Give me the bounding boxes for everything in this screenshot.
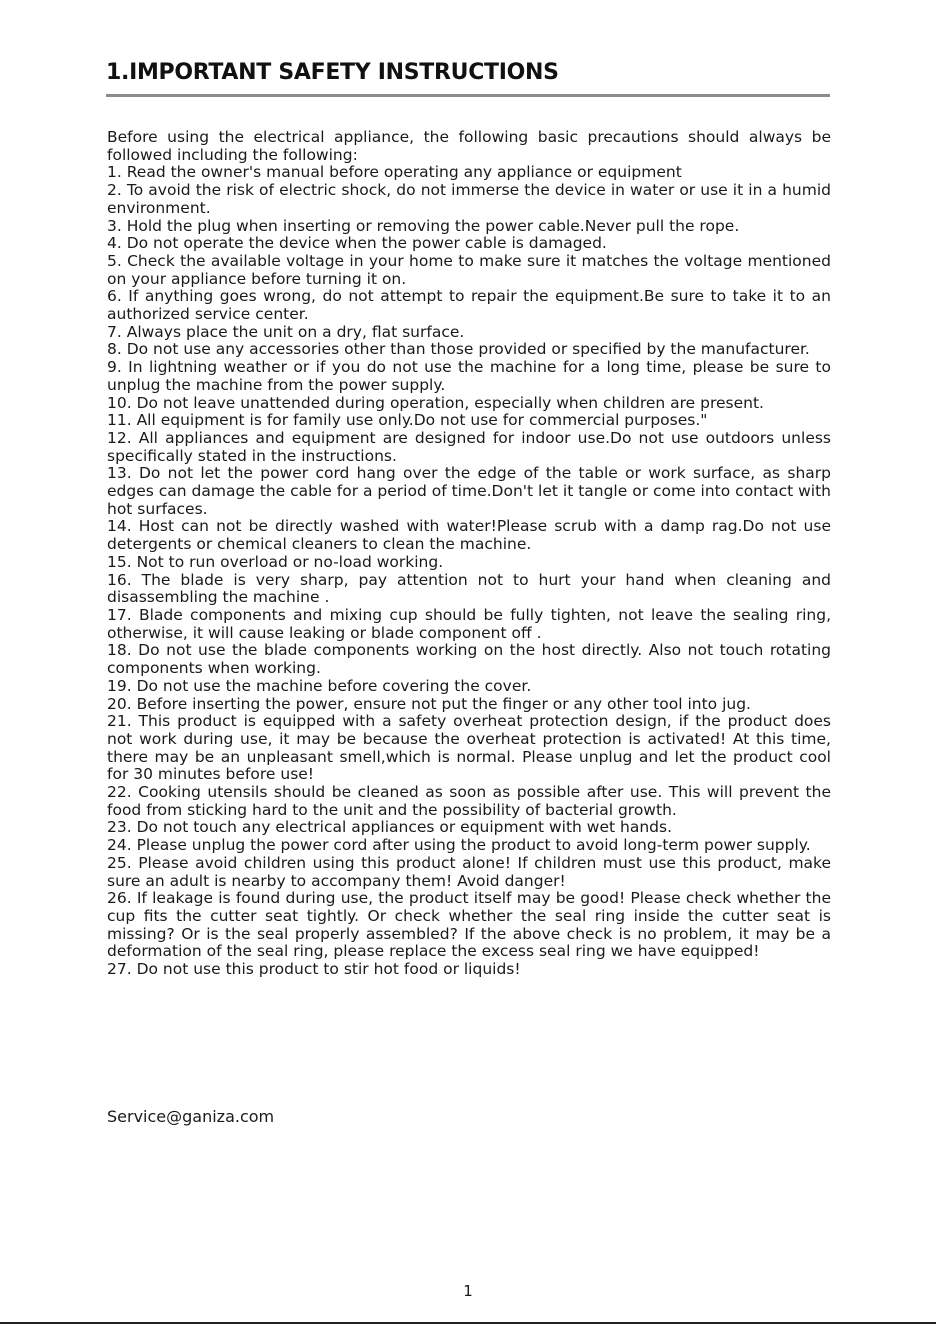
instruction-item: 21. This product is equipped with a safety overheat protection design, if the product does not work during use, it may be because the overheat protection is activated! At this time, there may be an unpleasant smell,which is normal. Please unplug and let the product cool for 30 minutes before use!: [107, 712, 831, 784]
instruction-item: 10. Do not leave unattended during operation, especially when children are present.: [107, 393, 764, 412]
instruction-item: 11. All equipment is for family use only.Do not use for commercial purposes.": [107, 411, 708, 430]
instruction-item: 7. Always place the unit on a dry, flat surface.: [107, 322, 465, 341]
page-title: 1.IMPORTANT SAFETY INSTRUCTIONS: [106, 60, 559, 85]
service-email: Service@ganiza.com: [107, 1107, 275, 1126]
instruction-item: 2. To avoid the risk of electric shock, do not immerse the device in water or use it in a humid environment.: [107, 181, 831, 217]
instruction-item: 25. Please avoid children using this product alone! If children must use this product, make sure an adult is nearby to accompany them! Avoid danger!: [107, 853, 831, 890]
instruction-item: 20. Before inserting the power, ensure not put the finger or any other tool into jug.: [107, 694, 751, 713]
instruction-item: 19. Do not use the machine before covering the cover.: [107, 676, 532, 695]
instruction-item: 24. Please unplug the power cord after using the product to avoid long-term power supply.: [107, 836, 811, 855]
instruction-item: 9. In lightning weather or if you do not use the machine for a long time, please be sure to unplug the machine from the power supply.: [107, 358, 831, 394]
instruction-item: 13. Do not let the power cord hang over the edge of the table or work surface, as sharp edges can damage the cable for a period of time.Don't let it tangle or come into contact with hot surfaces.: [107, 464, 831, 518]
instruction-item: 5. Check the available voltage in your home to make sure it matches the voltage mentioned on your appliance before turning it on.: [107, 251, 831, 288]
instruction-item: 3. Hold the plug when inserting or removing the power cable.Never pull the rope.: [107, 216, 740, 235]
instruction-item: 1. Read the owner's manual before operating any appliance or equipment: [107, 163, 682, 182]
instruction-item: 8. Do not use any accessories other than those provided or specified by the manufacturer.: [107, 340, 810, 359]
title-divider: [106, 94, 830, 97]
page-number: 1: [463, 1282, 473, 1300]
instruction-item: 4. Do not operate the device when the power cable is damaged.: [107, 234, 607, 253]
instruction-item: 27. Do not use this product to stir hot food or liquids!: [107, 960, 521, 979]
instructions-body: [107, 129, 831, 979]
instruction-item: 12. All appliances and equipment are designed for indoor use.Do not use outdoors unless specifically stated in the instructions.: [107, 428, 831, 465]
instruction-item: 16. The blade is very sharp, pay attention not to hurt your hand when cleaning and disassembling the machine .: [107, 570, 831, 607]
instruction-item: 22. Cooking utensils should be cleaned as soon as possible after use. This will prevent the food from sticking hard to the unit and the possibility of bacterial growth.: [107, 783, 831, 819]
instruction-item: 26. If leakage is found during use, the product itself may be good! Please check whether the cup fits the cutter seat tightly. Or check whether the seal ring inside the cutter seat is missing? Or is the seal properly assembled? If the above check is no problem, it may be a deformation of the seal ring, please replace the excess seal ring we have equipped!: [107, 889, 831, 961]
instruction-item: 18. Do not use the blade components working on the host directly. Also not touch rotating components when working.: [107, 641, 831, 678]
instruction-item: 14. Host can not be directly washed with water!Please scrub with a damp rag.Do not use detergents or chemical cleaners to clean the machine.: [107, 517, 831, 554]
instruction-item: 17. Blade components and mixing cup should be fully tighten, not leave the sealing ring, otherwise, it will cause leaking or blade component off .: [107, 605, 831, 642]
intro-paragraph: Before using the electrical appliance, the following basic precautions should always be followed including the following:: [107, 128, 831, 164]
instruction-item: 15. Not to run overload or no-load working.: [107, 552, 444, 571]
instruction-item: 23. Do not touch any electrical appliances or equipment with wet hands.: [107, 818, 673, 837]
instruction-item: 6. If anything goes wrong, do not attempt to repair the equipment.Be sure to take it to an authorized service center.: [107, 287, 831, 324]
